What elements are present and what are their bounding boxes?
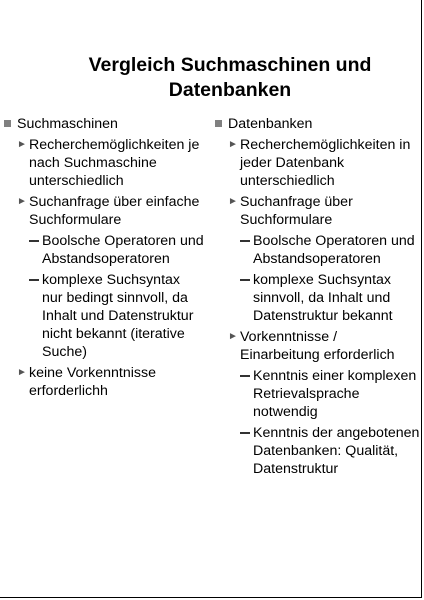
bullet-text: Boolsche Operatoren und Abstandsoperatoren (253, 233, 415, 267)
bullet-text: keine Vorkenntnisse erforderlichh (29, 365, 156, 399)
bullet-level2 (215, 328, 420, 364)
bullet-text: Suchanfrage über einfache Suchformulare (29, 194, 200, 228)
bullet-level2 (4, 136, 204, 190)
bullet-text: komplexe Suchsyntax sinnvoll, da Inhalt und Datenstruktur bekannt (253, 272, 393, 324)
bullet-text: komplexe Suchsyntax nur bedingt sinnvoll, da Inhalt und Datenstruktur nicht bekannt (iterative Suche) (42, 272, 194, 360)
column-heading: Suchmaschinen (17, 116, 118, 132)
column-heading: Datenbanken (228, 116, 313, 132)
bullet-level1 (215, 115, 420, 133)
square-bullet-icon (215, 120, 222, 127)
triangle-bullet-icon: ► (17, 196, 27, 207)
bullet-level2 (4, 364, 204, 400)
bullet-level3 (215, 232, 420, 268)
bullet-level3 (215, 424, 420, 478)
bullet-text: Recherchemöglichkeiten je nach Suchmaschine unterschiedlich (29, 137, 200, 189)
bullet-text: Kenntnis einer komplexen Retrievalsprache notwendig (253, 368, 417, 420)
triangle-bullet-icon: ► (228, 139, 238, 150)
bullet-level2 (215, 193, 420, 229)
bullet-text: Kenntnis der angebotenen Datenbanken: Qualität, Datenstruktur (253, 425, 420, 477)
slide-title: Vergleich Suchmaschinen und Datenbanken (88, 54, 372, 101)
bullet-level3 (4, 271, 204, 361)
dash-bullet-icon (240, 432, 250, 434)
triangle-bullet-icon: ► (17, 367, 27, 378)
bullet-level1 (4, 115, 204, 133)
dash-bullet-icon (240, 279, 250, 281)
bullet-level3 (215, 271, 420, 325)
triangle-bullet-icon: ► (17, 139, 27, 150)
dash-bullet-icon (29, 279, 39, 281)
column-suchmaschinen (4, 115, 204, 403)
bullet-text: Suchanfrage über Suchformulare (240, 194, 353, 228)
bullet-level2 (4, 193, 204, 229)
triangle-bullet-icon: ► (228, 196, 238, 207)
dash-bullet-icon (240, 240, 250, 242)
bullet-text: Boolsche Operatoren und Abstandsoperatoren (42, 233, 204, 267)
bullet-text: Vorkenntnisse / Einarbeitung erforderlich (240, 329, 395, 363)
dash-bullet-icon (29, 240, 39, 242)
column-datenbanken (215, 115, 420, 481)
bullet-level3 (215, 367, 420, 421)
bullet-text: Recherchemöglichkeiten in jeder Datenbank unterschiedlich (240, 137, 411, 189)
square-bullet-icon (4, 120, 11, 127)
dash-bullet-icon (240, 375, 250, 377)
triangle-bullet-icon: ► (228, 331, 238, 342)
bullet-level3 (4, 232, 204, 268)
bullet-level2 (215, 136, 420, 190)
